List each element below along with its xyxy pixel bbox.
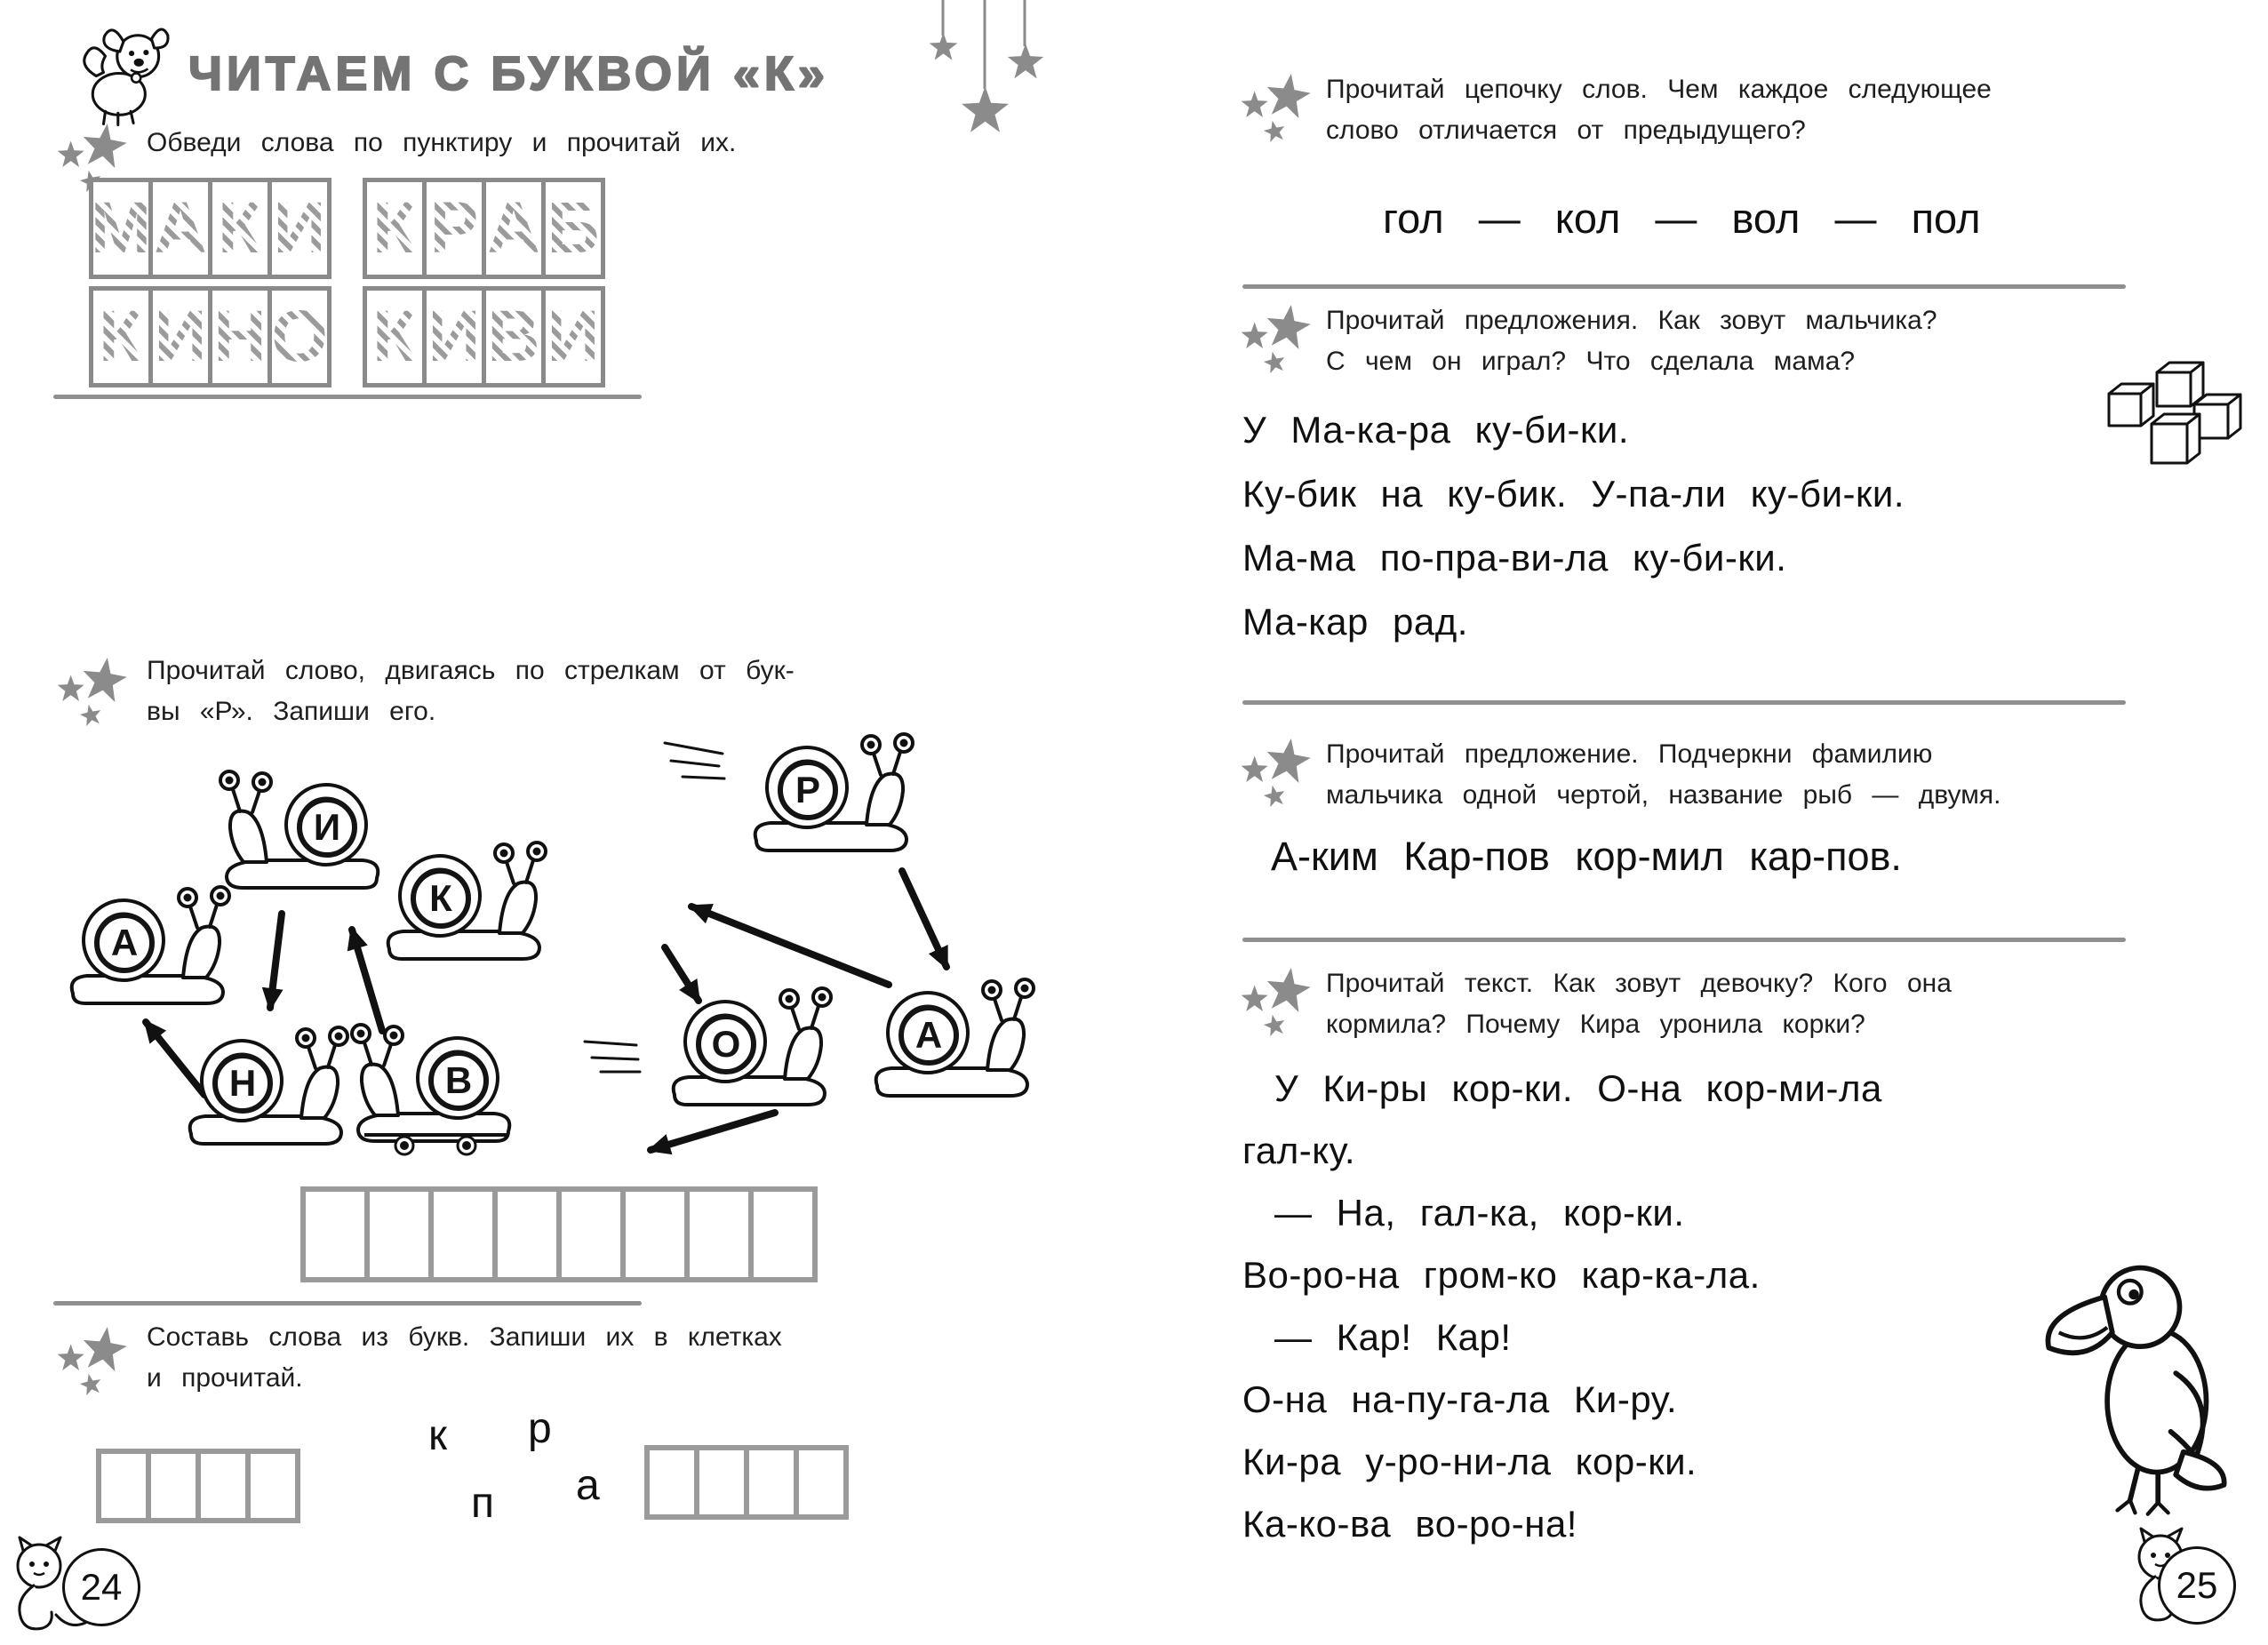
compose-grid-right: [644, 1445, 849, 1520]
cubes-instruction-line: С чем он играл? Что сделала мама?: [1326, 347, 1856, 376]
trace-instruction: Обведи слова по пунктиру и прочитай их.: [147, 128, 737, 157]
answer-cell[interactable]: [306, 1192, 364, 1277]
trace-word-kino: [89, 286, 331, 387]
snail-letter-v-skateboard: [347, 1018, 524, 1151]
toy-cubes-icon: [2102, 342, 2244, 475]
trace-cell[interactable]: [482, 182, 541, 275]
compose-cell[interactable]: [794, 1450, 843, 1514]
compose-instruction-line: и прочитай.: [147, 1363, 303, 1393]
story-instruction-line: Прочитай текст. Как зовут девочку? Кого она: [1326, 969, 1952, 998]
answer-cell[interactable]: [492, 1192, 556, 1277]
answer-word-grid: [300, 1186, 818, 1282]
trace-cell[interactable]: [541, 291, 601, 383]
cubes-text-line: Ма-кар рад.: [1242, 601, 1468, 643]
section-divider: [1242, 700, 2126, 705]
dotted-letter: Н: [213, 296, 267, 377]
compose-cell[interactable]: [196, 1454, 245, 1518]
snail-instruction-line: вы «Р». Запиши его.: [147, 697, 436, 726]
dotted-letter: И: [547, 296, 600, 377]
compose-instruction-line: Составь слова из букв. Запиши их в клетках: [147, 1322, 782, 1352]
dotted-letter: О: [271, 296, 328, 377]
compose-grid-left: [96, 1449, 300, 1523]
story-text-line: О-на на-пу-га-ла Ки-ру.: [1242, 1378, 1678, 1420]
word-chain: гол — кол — вол — пол: [1383, 195, 1981, 242]
skateboard-wheels-icon: [364, 1131, 507, 1158]
compose-cell[interactable]: [650, 1450, 694, 1514]
exercise-marker-stars-icon: [57, 1322, 139, 1404]
underline-instruction-line: Прочитай предложение. Подчеркни фамилию: [1326, 739, 1933, 769]
snail-letter: В: [428, 1050, 489, 1111]
answer-cell[interactable]: [684, 1192, 748, 1277]
snail-letter-o: [659, 981, 836, 1114]
trace-cell[interactable]: [148, 182, 208, 275]
trace-cell[interactable]: [367, 291, 422, 383]
snail-letter: О: [696, 1014, 756, 1074]
trace-cell[interactable]: [93, 291, 148, 383]
exercise-marker-stars-icon: [1241, 300, 1322, 382]
compose-cell[interactable]: [245, 1454, 295, 1518]
story-text-line: Во-ро-на гром-ко кар-ка-ла.: [1242, 1254, 1761, 1296]
page-number: 24: [80, 1566, 123, 1608]
story-text-line: Ка-ко-ва во-ро-на!: [1242, 1503, 1577, 1545]
story-text-line: У Ки-ры кор-ки. О-на кор-ми-ла: [1274, 1067, 1882, 1109]
snail-letter-i: [215, 764, 393, 898]
compose-letter: п: [471, 1480, 494, 1527]
snail-letter-k: [373, 835, 551, 969]
exercise-marker-stars-icon: [57, 653, 139, 735]
trace-cell[interactable]: [148, 291, 208, 383]
snail-letter: К: [411, 868, 471, 929]
snail-letter: И: [297, 797, 357, 858]
snail-letter-r-rocket: [740, 727, 918, 860]
answer-cell[interactable]: [428, 1192, 492, 1277]
compose-letter: к: [428, 1412, 447, 1459]
exercise-marker-stars-icon: [1241, 69, 1322, 151]
story-text-line: — Кар! Кар!: [1274, 1316, 1512, 1358]
dotted-letter: И: [273, 188, 326, 268]
section-divider: [1242, 284, 2126, 289]
trace-word-krab: [363, 178, 605, 279]
trace-cell[interactable]: [422, 291, 482, 383]
cubes-instruction-line: Прочитай предложения. Как зовут мальчика?: [1326, 306, 1937, 335]
cubes-text-line: Ку-бик на ку-бик. У-па-ли ку-би-ки.: [1242, 473, 1905, 515]
section-divider: [53, 1301, 642, 1306]
dotted-letter: К: [217, 188, 263, 268]
snail-letter: А: [94, 913, 155, 973]
compose-cell[interactable]: [744, 1450, 794, 1514]
answer-cell[interactable]: [748, 1192, 812, 1277]
hanging-stars-icon: [914, 0, 1047, 133]
trace-cell[interactable]: [422, 182, 482, 275]
exercise-marker-stars-icon: [1241, 734, 1322, 816]
dotted-letter: И: [154, 296, 207, 377]
page-number: 25: [2176, 1564, 2218, 1606]
trace-cell[interactable]: [268, 291, 327, 383]
compose-cell[interactable]: [694, 1450, 744, 1514]
trace-word-kivi: [363, 286, 605, 387]
dog-icon: [78, 21, 178, 126]
trace-cell[interactable]: [541, 182, 601, 275]
crow-icon: [2031, 1251, 2240, 1518]
dotted-letter: М: [90, 188, 152, 268]
page-number-badge: [2158, 1546, 2236, 1625]
exercise-marker-stars-icon: [1241, 963, 1322, 1045]
dotted-letter: И: [427, 296, 481, 377]
cubes-text-line: Ма-ма по-пра-ви-ла ку-би-ки.: [1242, 537, 1787, 579]
trace-cell[interactable]: [268, 182, 327, 275]
answer-cell[interactable]: [620, 1192, 684, 1277]
trace-cell[interactable]: [367, 182, 422, 275]
dotted-letter: К: [371, 188, 418, 268]
snail-letter-a1: [57, 880, 235, 1013]
dotted-letter: А: [154, 188, 207, 268]
compose-cell[interactable]: [101, 1454, 146, 1518]
chain-instruction-line: Прочитай цепочку слов. Чем каждое следующее: [1326, 75, 1992, 104]
dotted-letter: К: [371, 296, 418, 377]
trace-cell[interactable]: [208, 291, 268, 383]
story-text-line: гал-ку.: [1242, 1130, 1356, 1171]
section-divider: [53, 395, 642, 399]
cubes-text-line: У Ма-ка-ра ку-би-ки.: [1242, 409, 1630, 451]
page-number-badge: [62, 1548, 140, 1626]
speed-lines-icon: [583, 1034, 659, 1079]
underline-sentence[interactable]: А-ким Кар-пов кор-мил кар-пов.: [1271, 834, 1902, 879]
story-text-line: Ки-ра у-ро-ни-ла кор-ки.: [1242, 1441, 1697, 1482]
snail-letter-a2: [861, 972, 1039, 1106]
speed-lines-icon: [660, 734, 740, 787]
snail-letter: А: [898, 1005, 959, 1066]
story-text-line: — На, гал-ка, кор-ки.: [1274, 1192, 1685, 1234]
compose-cell[interactable]: [146, 1454, 196, 1518]
chain-instruction-line: слово отличается от предыдущего?: [1326, 116, 1806, 145]
snail-instruction-line: Прочитай слово, двигаясь по стрелкам от бук-: [147, 656, 795, 685]
dotted-letter: Б: [547, 188, 600, 268]
compose-letter: а: [576, 1462, 600, 1509]
snail-letter: Р: [778, 760, 838, 820]
answer-cell[interactable]: [556, 1192, 620, 1277]
trace-cell[interactable]: [90, 182, 152, 275]
compose-letter: р: [528, 1405, 552, 1452]
snail-letter-n: [175, 1020, 353, 1154]
page-title: ЧИТАЕМ С БУКВОЙ «К»: [188, 47, 829, 100]
story-instruction-line: кормила? Почему Кира уронила корки?: [1326, 1010, 1865, 1039]
dotted-letter: Р: [429, 188, 479, 268]
section-divider: [1242, 938, 2126, 942]
answer-cell[interactable]: [364, 1192, 428, 1277]
trace-cell[interactable]: [208, 182, 268, 275]
dotted-letter: К: [98, 296, 144, 377]
snail-letter: Н: [212, 1053, 273, 1114]
trace-word-maki: [89, 178, 331, 279]
dotted-letter: А: [487, 188, 540, 268]
underline-instruction-line: мальчика одной чертой, название рыб — двумя.: [1326, 780, 2001, 810]
trace-cell[interactable]: [482, 291, 541, 383]
dotted-letter: В: [487, 296, 540, 377]
